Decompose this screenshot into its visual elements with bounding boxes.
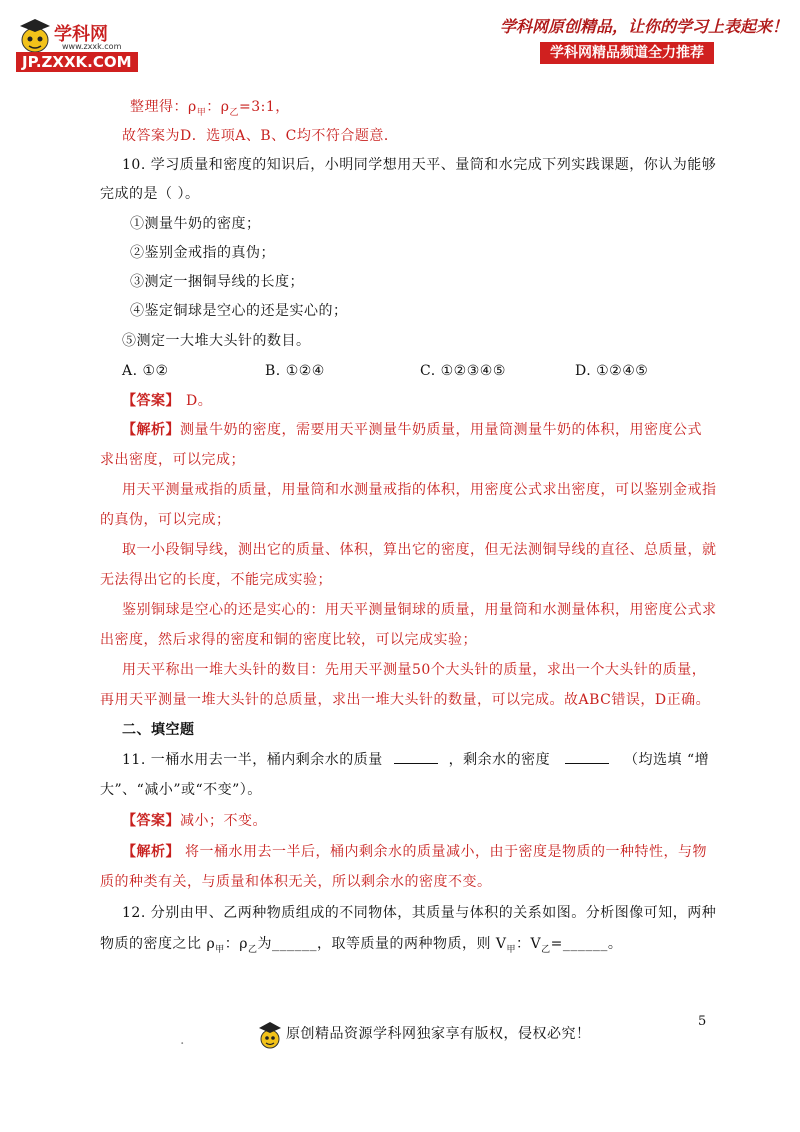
logo-title: 学科网 <box>54 24 108 45</box>
analysis-10-line: 鉴别铜球是空心的还是实心的：用天平测量铜球的质量，用量筒和水测量体积，用密度公式求 <box>122 602 717 618</box>
analysis-10-line: 出密度，然后求得的密度和铜的密度比较，可以完成实验； <box>100 632 477 648</box>
answer-blank: ______ <box>271 936 317 952</box>
analysis-10-line: 再用天平测量一堆大头针的总质量，求出一堆大头针的数量，可以完成。故ABC错误，D正确。 <box>100 692 711 708</box>
mascot-icon <box>18 16 52 54</box>
page-number: 5 <box>698 1014 707 1029</box>
question-10-stem: 10. 学习质量和密度的知识后，小明同学想用天平、量筒和水完成下列实践课题，你认为能够 <box>122 157 717 173</box>
analysis-10-line: 【解析】测量牛奶的密度，需要用天平测量牛奶质量，用量筒测量牛奶的体积，用密度公式 <box>122 422 702 438</box>
answer-tag: 【答案】 <box>122 393 180 409</box>
summary-line: 整理得：$\rho_甲$：$\rho_乙=3:1$， <box>130 99 290 118</box>
question-12-stem: 12. 分别由甲、乙两种物质组成的不同物体，其质量与体积的关系如图。分析图像可知，两种 <box>122 905 717 921</box>
answer-10: 【答案】 D。 <box>122 393 213 409</box>
list-item: ④鉴定铜球是空心的还是实心的； <box>130 303 348 319</box>
list-item: ③测定一捆铜导线的长度； <box>130 274 304 290</box>
logo-subtitle: www.zxxk.com <box>62 42 122 51</box>
analysis-tag: 【解析】 <box>122 422 180 438</box>
footer-dot: . <box>180 1032 185 1048</box>
question-11-stem-cont: 大”、“减小”或“不变”）。 <box>100 782 262 798</box>
header <box>0 0 800 80</box>
answer-tag: 【答案】 <box>122 813 180 829</box>
question-12-stem-cont: 物质的密度之比 $\rho_甲$：$\rho_乙$为______，取等质量的两种物质，则 $V_甲$：$V_乙=\_\_\_\_\_\_$。 <box>100 936 623 955</box>
analysis-10-line: 无法得出它的长度，不能完成实验； <box>100 572 332 588</box>
list-item: ⑤测定一大堆大头针的数目。 <box>122 333 311 349</box>
header-slogan: 学科网原创精品，让你的学习上表起来！ <box>500 17 789 36</box>
list-item: ①测量牛奶的密度； <box>130 216 261 232</box>
answer-conclusion: 故答案为D．选项A、B、C均不符合题意． <box>122 128 399 144</box>
analysis-11-line: 【解析】 将一桶水用去一半后，桶内剩余水的质量减小，由于密度是物质的一种特性，与物 <box>122 844 707 860</box>
logo-domain: JP.ZXXK.COM <box>16 52 138 72</box>
analysis-10-line: 取一小段铜导线，测出它的质量、体积，算出它的密度，但无法测铜导线的直径、总质量，就 <box>122 542 717 558</box>
footer-copyright: 原创精品资源学科网独家享有版权，侵权必究！ <box>286 1026 591 1042</box>
analysis-tag: 【解析】 <box>122 844 180 860</box>
section-title: 二、填空题 <box>122 722 195 738</box>
answer-blank: ______ <box>562 936 608 952</box>
header-banner: 学科网精品频道全力推荐 <box>540 42 714 64</box>
option-c: C. ①②③④⑤ <box>420 363 506 379</box>
analysis-11-line: 质的种类有关，与质量和体积无关，所以剩余水的密度不变。 <box>100 874 492 890</box>
analysis-10-line: 用天平称出一堆大头针的数目：先用天平测量50个大头针的质量，求出一个大头针的质量， <box>122 662 707 678</box>
logo <box>16 12 156 72</box>
question-11-stem: 11. 一桶水用去一半，桶内剩余水的质量 ，剩余水的密度 （均选填 “增 <box>122 752 710 768</box>
answer-blank <box>565 763 609 764</box>
option-b: B. ①②④ <box>265 363 325 379</box>
question-10-stem-cont: 完成的是（ ）。 <box>100 186 200 202</box>
mascot-icon <box>258 1020 282 1050</box>
answer-11: 【答案】减小；不变。 <box>122 813 267 829</box>
answer-blank <box>394 763 438 764</box>
analysis-10-line: 用天平测量戒指的质量，用量筒和水测量戒指的体积，用密度公式求出密度，可以鉴别金戒指 <box>122 482 717 498</box>
list-item: ②鉴别金戒指的真伪； <box>130 245 275 261</box>
analysis-10-line: 的真伪，可以完成； <box>100 512 231 528</box>
option-a: A. ①② <box>122 363 169 379</box>
option-d: D. ①②④⑤ <box>575 363 649 379</box>
analysis-10-line: 求出密度，可以完成； <box>100 452 245 468</box>
